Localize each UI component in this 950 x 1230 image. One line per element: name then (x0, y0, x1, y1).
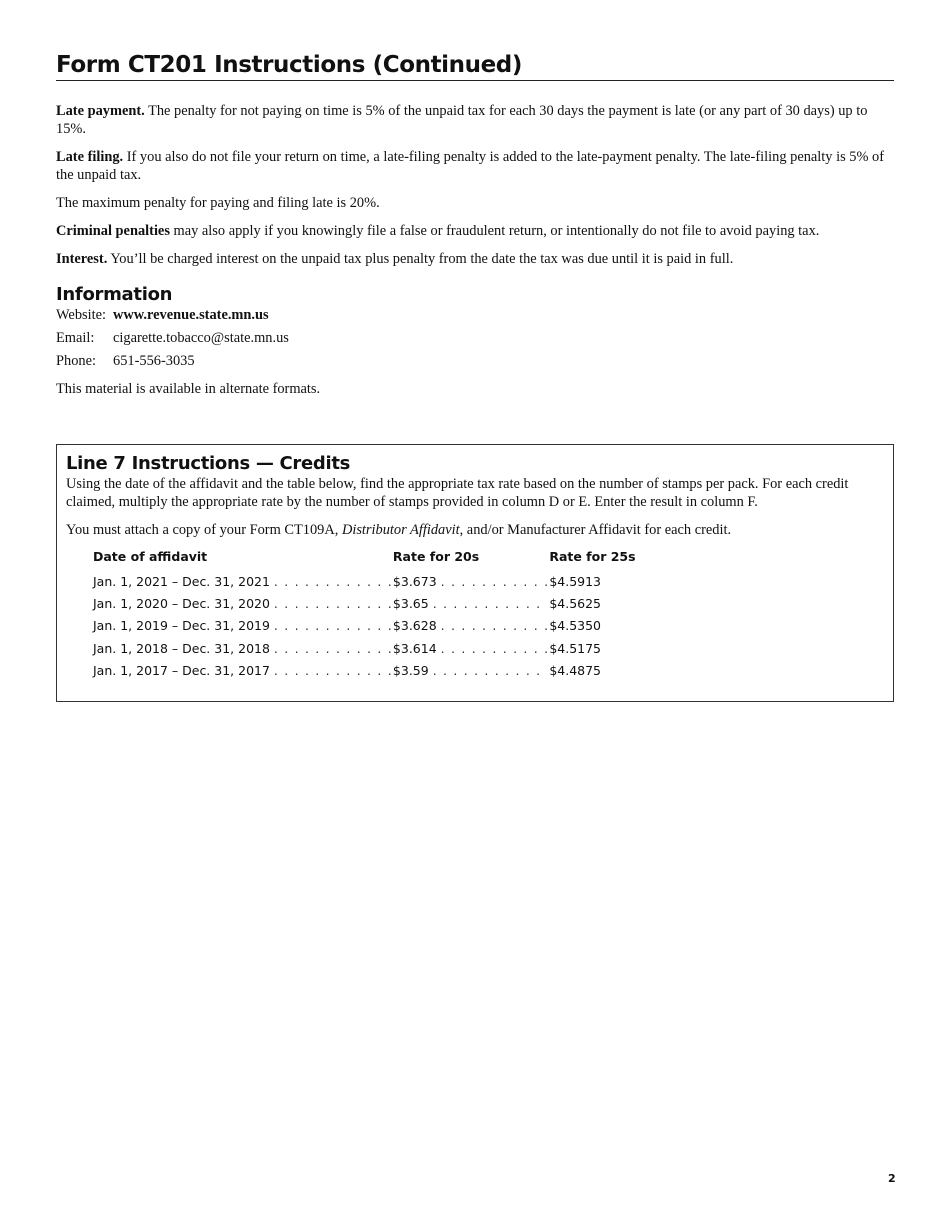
leader-dots: . . . . . . . . . . . . (273, 618, 393, 634)
rate-25s-cell: $4.5175 (549, 640, 602, 656)
phone-number: 651-556-3035 (113, 353, 195, 369)
phone-label: Phone: (56, 353, 96, 369)
affidavit-date-range: Jan. 1, 2019 – Dec. 31, 2019 . . . . . . . . . . . . (93, 618, 393, 634)
interest-label: Interest. (56, 251, 108, 267)
leader-dots: . . . . . . . . . . . (440, 573, 550, 589)
rate-25s-cell: $4.5913 (549, 573, 602, 589)
leader-dots: . . . . . . . . . . . . (273, 663, 393, 679)
information-section (56, 284, 894, 398)
credits-box (56, 444, 894, 702)
rate-20s-cell: $3.59 . . . . . . . . . . . (392, 663, 542, 679)
criminal-penalties-label: Criminal penalties (56, 223, 170, 239)
page-title: Form CT201 Instructions (Continued) (56, 52, 894, 81)
website-label: Website: (56, 307, 106, 323)
rate-20s-cell: $3.614 . . . . . . . . . . . (392, 640, 550, 656)
rates-table-row (93, 592, 636, 614)
rate-20s-cell: $3.628 . . . . . . . . . . . (392, 618, 550, 634)
late-payment-label: Late payment. (56, 103, 145, 119)
credits-instructions: Using the date of the affidavit and the table below, find the appropriate tax rate based on the number of stamps per pack. For each credit claimed, multiply the appropriate rate by the number of stamps provided in column D or E. Enter the result in column F. (66, 476, 849, 510)
date-of-affidavit-header: Date of affidavit (93, 548, 208, 564)
information-heading: Information (56, 284, 173, 305)
affidavit-date-range: Jan. 1, 2020 – Dec. 31, 2020 . . . . . . . . . . . . (93, 596, 393, 612)
late-filing-paragraph (56, 148, 894, 184)
rate-25s-cell: $4.5350 (549, 618, 602, 634)
leader-dots: . . . . . . . . . . . (440, 618, 550, 634)
rates-table-row (93, 660, 636, 682)
interest-text: You’ll be charged interest on the unpaid tax plus penalty from the date the tax was due until it is paid in full. (107, 251, 734, 267)
penalties-section (56, 102, 894, 268)
rate-20s-cell: $3.673 . . . . . . . . . . . (392, 573, 550, 589)
max-penalty-paragraph (56, 194, 894, 212)
email-label: Email: (56, 330, 95, 346)
rate-25s-cell: $4.4875 (549, 663, 602, 679)
page-content (56, 52, 894, 398)
late-filing-label: Late filing. (56, 149, 124, 165)
website-row (56, 306, 894, 324)
interest-paragraph (56, 250, 894, 268)
affidavit-date-range: Jan. 1, 2018 – Dec. 31, 2018 . . . . . . . . . . . . (93, 640, 393, 656)
page-number: 2 (888, 1172, 896, 1185)
leader-dots: . . . . . . . . . . . (432, 596, 542, 612)
email-row (56, 329, 894, 347)
alternate-formats-note: This material is available in alternate formats. (56, 381, 321, 397)
criminal-penalties-paragraph (56, 222, 894, 240)
distributor-affidavit-title: Distributor Affidavit (341, 522, 460, 538)
criminal-penalties-text: may also apply if you knowingly file a false or fraudulent return, or intentionally do not file to avoid paying tax. (169, 223, 820, 239)
rates-table-row (93, 570, 636, 592)
affidavit-date-range: Jan. 1, 2021 – Dec. 31, 2021 . . . . . . . . . . . . (93, 573, 393, 589)
rate-25s-header: Rate for 25s (549, 548, 636, 564)
rate-25s-cell: $4.5625 (549, 596, 602, 612)
phone-row (56, 352, 894, 370)
max-penalty-text: The maximum penalty for paying and filing late is 20%. (56, 195, 380, 211)
leader-dots: . . . . . . . . . . . . (273, 573, 393, 589)
credits-heading: Line 7 Instructions — Credits (66, 453, 351, 474)
rates-table-header (93, 548, 636, 570)
leader-dots: . . . . . . . . . . . . (273, 596, 393, 612)
rates-table-row (93, 637, 636, 659)
rate-20s-header: Rate for 20s (392, 548, 480, 564)
attach-note-end: , and/or Manufacturer Affidavit for each credit. (459, 522, 732, 538)
late-filing-text: If you also do not file your return on time, a late-filing penalty is added to the late-payment penalty. The late-filing penalty is 5% of the unpaid tax. (56, 149, 885, 183)
website-link[interactable]: www.revenue.state.mn.us (113, 307, 269, 323)
leader-dots: . . . . . . . . . . . (440, 640, 550, 656)
rates-table (93, 548, 636, 682)
affidavit-date-range: Jan. 1, 2017 – Dec. 31, 2017 . . . . . . . . . . . . (93, 663, 393, 679)
rate-20s-cell: $3.65 . . . . . . . . . . . (392, 596, 542, 612)
late-payment-text: The penalty for not paying on time is 5% of the unpaid tax for each 30 days the payment is late (or any part of 30 days) up to 15%. (56, 103, 868, 137)
attach-note-start: You must attach a copy of your Form CT109A, (66, 522, 342, 538)
leader-dots: . . . . . . . . . . . (432, 663, 542, 679)
late-payment-paragraph (56, 102, 894, 138)
leader-dots: . . . . . . . . . . . . (273, 640, 393, 656)
rates-table-row (93, 615, 636, 637)
credits-attach-note (66, 521, 884, 539)
email-link[interactable]: cigarette.tobacco@state.mn.us (113, 330, 289, 346)
